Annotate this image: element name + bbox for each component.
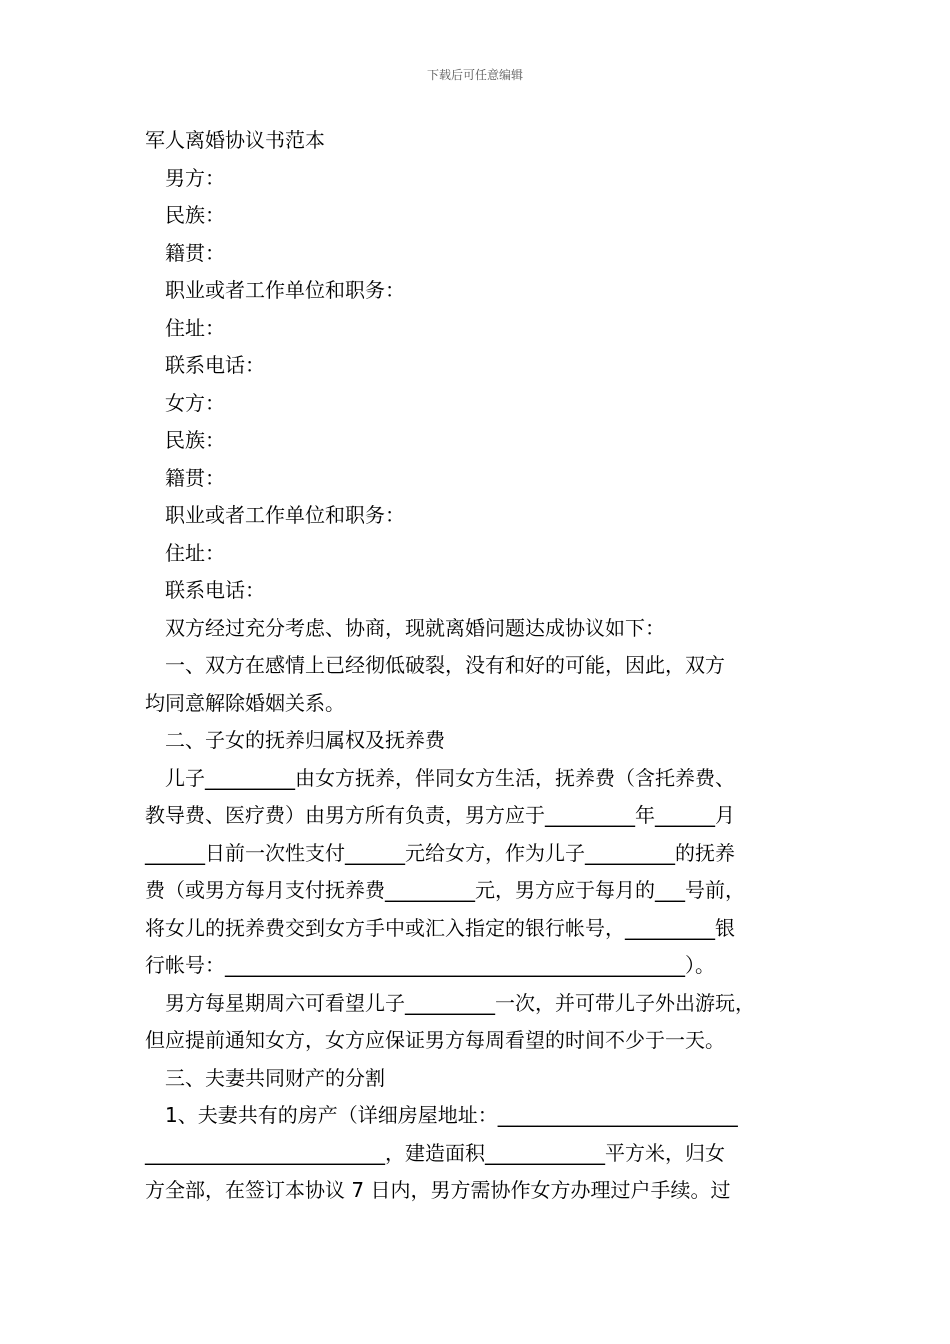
document-line: ______日前一次性支付______元给女方，作为儿子_________的抚养 xyxy=(145,840,735,865)
document-line: 三、夫妻共同财产的分割 xyxy=(165,1065,385,1090)
document-line: 行帐号：______________________________________________）。 xyxy=(145,953,715,977)
document-line: 将女儿的抚养费交到女方手中或汇入指定的银行帐号，_________银 xyxy=(145,915,735,940)
document-line: 职业或者工作单位和职务： xyxy=(165,503,405,527)
document-line: 职业或者工作单位和职务： xyxy=(165,278,405,302)
document-line: 住址： xyxy=(165,315,225,340)
document-line: 一、双方在感情上已经彻低破裂，没有和好的可能，因此，双方 xyxy=(165,653,725,677)
page-header: 下载后可任意编辑 xyxy=(426,68,523,82)
document-line: 均同意解除婚姻关系。 xyxy=(145,690,345,715)
document-line: 联系电话： xyxy=(165,578,265,602)
document-line: 1、夫妻共有的房产（详细房屋地址：________________________ xyxy=(165,1103,738,1127)
document-line: 联系电话： xyxy=(165,353,265,377)
document-line: 男方： xyxy=(165,165,225,190)
document-line: 住址： xyxy=(165,540,225,565)
document-line: 民族： xyxy=(165,203,225,227)
document-line: 儿子_________由女方抚养，伴同女方生活，抚养费（含托养费、 xyxy=(165,765,735,790)
document-lines xyxy=(145,160,815,1210)
document-line: 男方每星期周六可看望儿子_________一次，并可带儿子外出游玩， xyxy=(165,990,755,1015)
document-body xyxy=(145,122,815,1210)
document-line: 民族： xyxy=(165,428,225,452)
document-line: 教导费、医疗费）由男方所有负责，男方应于_________年______月 xyxy=(145,803,735,827)
document-line: ________________________，建造面积____________平方米，归女 xyxy=(145,1140,725,1165)
document-line: 方全部，在签订本协议 7 日内，男方需协作女方办理过户手续。过 xyxy=(145,1178,731,1202)
document-line: 双方经过充分考虑、协商，现就离婚问题达成协议如下： xyxy=(165,615,665,640)
document-line: 但应提前通知女方，女方应保证男方每周看望的时间不少于一天。 xyxy=(145,1028,725,1052)
document-line: 费（或男方每月支付抚养费_________元，男方应于每月的___号前， xyxy=(145,878,745,902)
document-line: 女方： xyxy=(165,390,225,415)
document-line: 二、子女的抚养归属权及抚养费 xyxy=(165,728,445,752)
document-title: 军人离婚协议书范本 xyxy=(145,128,325,152)
document-line: 籍贯： xyxy=(165,465,225,490)
document-line: 籍贯： xyxy=(165,240,225,265)
